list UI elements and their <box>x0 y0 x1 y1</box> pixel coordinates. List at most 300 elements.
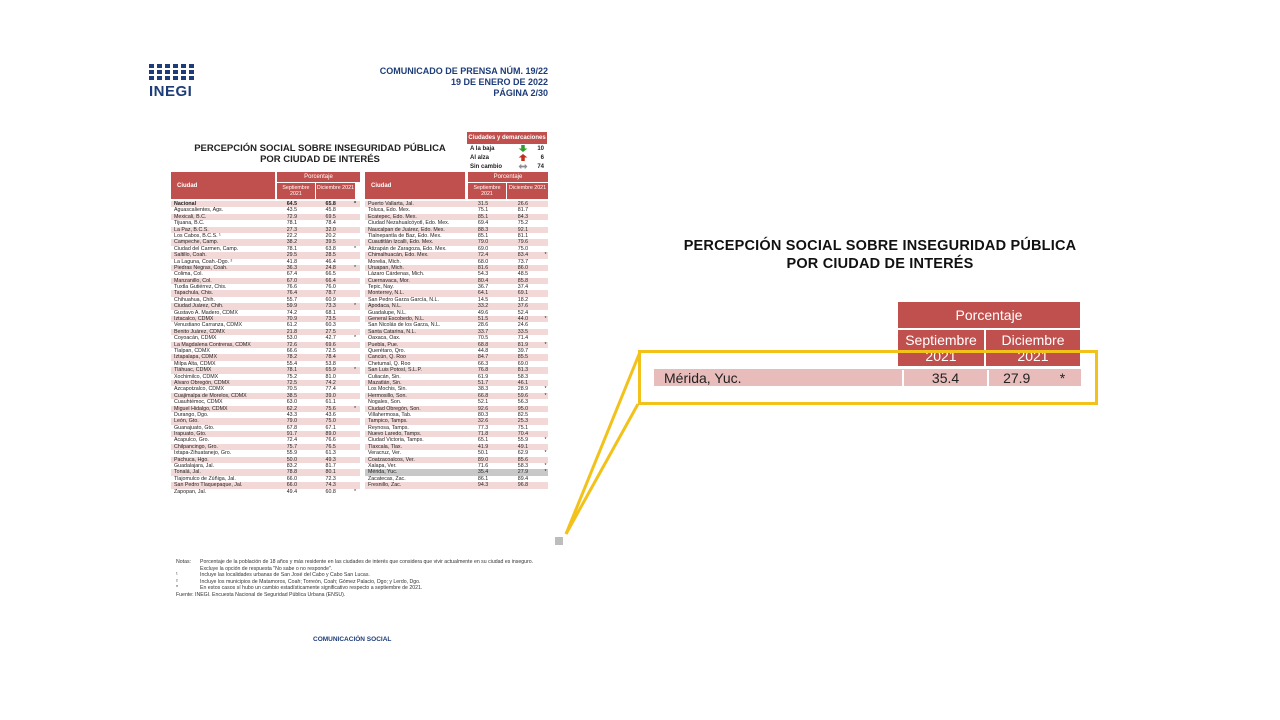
dic-value: 52.4 <box>517 309 529 316</box>
significance-mark: * <box>544 392 547 399</box>
sep-value: 64.1 <box>477 290 489 297</box>
dic-value: 37.6 <box>517 303 529 310</box>
dic-value: 81.1 <box>517 232 529 239</box>
significance-mark: * <box>544 386 547 393</box>
city-cell: Guadalupe, N.L. <box>368 309 407 316</box>
sep-value: 81.6 <box>477 264 489 271</box>
significance-mark: * <box>354 264 357 271</box>
sep-value: 78.1 <box>286 220 298 227</box>
dic-value: 32.0 <box>325 226 336 233</box>
city-cell: Villahermosa, Tab. <box>368 411 412 418</box>
city-cell: Oaxaca, Oax. <box>368 335 401 342</box>
city-cell: Toluca, Edo. Mex. <box>368 207 411 214</box>
sep-value: 88.3 <box>477 226 489 233</box>
dic-value: 73.3 <box>325 303 336 310</box>
sep-value: 66.6 <box>286 347 298 354</box>
sep-value: 65.1 <box>477 437 489 444</box>
dic-value: 86.0 <box>517 264 529 271</box>
city-cell: San Luis Potosí, S.L.P. <box>368 367 422 374</box>
city-cell: Tampico, Tamps. <box>368 418 408 425</box>
legend-label: Sin cambio <box>470 163 503 170</box>
sep-value: 66.3 <box>477 360 489 367</box>
sep-value: 29.5 <box>286 252 298 259</box>
dic-value: 81.7 <box>325 463 336 470</box>
sep-value: 22.2 <box>286 232 298 239</box>
significance-mark: * <box>544 450 547 457</box>
significance-mark: * <box>544 469 547 476</box>
sep-value: 78.2 <box>286 354 298 361</box>
significance-mark: * <box>354 303 357 310</box>
city-cell: Azcapotzalco, CDMX <box>174 386 225 393</box>
dic-value: 37.4 <box>517 284 529 291</box>
city-cell: Fresnillo, Zac. <box>368 482 402 489</box>
sep-value: 72.9 <box>286 213 298 220</box>
zoom-header-percent: Porcentaje <box>898 302 1080 330</box>
city-cell: Miguel Hidalgo, CDMX <box>174 405 228 412</box>
sep-value: 41.8 <box>286 258 298 265</box>
dic-value: 89.0 <box>325 431 336 438</box>
city-cell: Querétaro, Qro. <box>368 347 406 354</box>
note-text: Fuente: INEGI. Encuesta Nacional de Seguridad Pública Urbana (ENSU). <box>176 591 346 598</box>
city-cell: Chimalhuacán, Edo. Mex. <box>368 252 429 259</box>
sep-value: 76.6 <box>286 284 298 291</box>
city-cell: Acapulco, Gro. <box>174 437 210 444</box>
sep-value: 75.7 <box>286 443 298 450</box>
dic-value: 28.5 <box>325 252 336 259</box>
dic-value: 76.6 <box>325 437 336 444</box>
zoom-sep-year: 2021 <box>925 348 957 364</box>
city-cell: Xalapa, Ver. <box>368 463 397 470</box>
zoom-dic-month: Diciembre <box>1001 332 1065 348</box>
dic-value: 59.6 <box>517 392 529 399</box>
sep-value: 94.3 <box>477 482 489 489</box>
dic-value: 96.8 <box>517 482 529 489</box>
sep-value: 86.1 <box>477 475 489 482</box>
sep-value: 84.7 <box>477 354 489 361</box>
header-dic: Diciembre 2021 <box>506 183 548 199</box>
city-cell: Durango, Dgo. <box>174 411 209 418</box>
dic-value: 60.3 <box>325 322 336 329</box>
zoom-value-sep: 35.4 <box>902 370 988 386</box>
dic-value: 65.9 <box>325 367 336 374</box>
sep-value: 43.3 <box>286 411 298 418</box>
sep-value: 62.2 <box>286 405 298 412</box>
sep-value: 70.5 <box>286 386 298 393</box>
legend-label: Al alza <box>470 154 490 161</box>
note-key: Notas: <box>176 559 191 565</box>
sep-value: 38.5 <box>286 392 298 399</box>
city-cell: Cancún, Q. Roo <box>368 354 406 361</box>
sep-value: 68.8 <box>477 341 489 348</box>
city-cell: Piedras Negras, Coah. <box>174 264 228 271</box>
sep-value: 43.5 <box>286 207 298 214</box>
sep-value: 83.2 <box>286 463 298 470</box>
city-cell: Ecatepec, Edo. Mex. <box>368 213 417 220</box>
sep-value: 78.8 <box>286 469 298 476</box>
city-cell: Ciudad Juárez, Chih. <box>174 303 224 310</box>
dic-value: 82.5 <box>517 411 529 418</box>
legend-label: A la baja <box>470 145 495 152</box>
city-cell: Morelia, Mich. <box>368 258 401 265</box>
header-city: Ciudad <box>365 172 465 199</box>
sep-value: 66.0 <box>286 482 298 489</box>
city-cell: Campeche, Camp. <box>174 239 219 246</box>
sep-value: 55.4 <box>286 360 298 367</box>
city-cell: Tepic, Nay. <box>368 284 394 291</box>
dic-value: 39.5 <box>325 239 336 246</box>
dic-value: 95.0 <box>517 405 529 412</box>
sep-value: 70.9 <box>286 316 298 323</box>
significance-mark: * <box>354 367 357 374</box>
dic-value: 55.9 <box>517 437 529 444</box>
city-cell: Benito Juárez, CDMX <box>174 328 225 335</box>
dic-value: 76.5 <box>325 443 336 450</box>
sep-value: 33.2 <box>477 303 489 310</box>
zoom-title-line1: PERCEPCIÓN SOCIAL SOBRE INSEGURIDAD PÚBLICA <box>683 238 1077 254</box>
significance-mark: * <box>544 437 547 444</box>
sep-value: 76.4 <box>286 290 298 297</box>
note-text: Incluye las localidades urbanas de San José del Cabo y Cabo San Lucas. <box>200 572 370 579</box>
dic-value: 49.1 <box>517 443 529 450</box>
dic-value: 85.5 <box>517 354 529 361</box>
city-cell: San Nicolás de los Garza, N.L. <box>368 322 441 329</box>
sep-value: 91.7 <box>286 431 298 438</box>
city-cell: Guadalajara, Jal. <box>174 463 215 470</box>
significance-mark: * <box>354 245 357 252</box>
city-cell: Irapuato, Gto. <box>174 431 207 438</box>
sep-value: 77.3 <box>477 424 489 431</box>
city-cell: Puerto Vallarta, Jal. <box>368 201 414 207</box>
dic-value: 43.6 <box>325 411 336 418</box>
city-cell: Tláhuac, CDMX <box>174 367 212 374</box>
sep-value: 38.2 <box>286 239 298 246</box>
city-cell: Puebla, Pue. <box>368 341 399 348</box>
highlight-frame <box>638 350 1098 405</box>
sep-value: 70.5 <box>477 335 489 342</box>
dic-value: 75.2 <box>517 220 529 227</box>
sep-value: 14.5 <box>477 296 489 303</box>
dic-value: 39.0 <box>325 392 336 399</box>
sep-value: 72.5 <box>286 379 298 386</box>
dic-value: 70.4 <box>517 431 529 438</box>
city-cell: Aguascalientes, Ags. <box>174 207 224 214</box>
dic-value: 80.1 <box>325 469 336 476</box>
city-cell: Cuauhtémoc, CDMX <box>174 399 223 406</box>
dic-value: 44.0 <box>517 316 529 323</box>
sep-value: 41.9 <box>477 443 489 450</box>
sep-value: 92.6 <box>477 405 489 412</box>
sep-value: 32.6 <box>477 418 489 425</box>
dic-value: 75.1 <box>517 424 529 431</box>
city-cell: Santa Catarina, N.L. <box>368 328 416 335</box>
city-cell: Ciudad del Carmen, Camp. <box>174 245 239 252</box>
header-percent-label: Porcentaje <box>468 172 548 183</box>
dic-value: 85.8 <box>517 277 529 284</box>
legend-count: 74 <box>537 163 544 170</box>
dic-value: 48.5 <box>517 271 529 278</box>
city-cell: Chetumal, Q. Roo <box>368 360 411 367</box>
dic-value: 46.1 <box>517 379 529 386</box>
city-cell: Uruapan, Mich. <box>368 264 404 271</box>
dic-value: 72.3 <box>325 475 336 482</box>
sep-value: 55.9 <box>286 450 298 457</box>
significance-mark: * <box>354 201 357 207</box>
city-cell: Tonalá, Jal. <box>174 469 201 476</box>
dic-value: 27.5 <box>325 328 336 335</box>
header-dic: Diciembre 2021 <box>315 183 355 199</box>
sep-value: 52.1 <box>477 399 489 406</box>
note-key: ² <box>176 578 178 585</box>
press-number: COMUNICADO DE PRENSA NÚM. 19/22 <box>379 66 548 76</box>
city-cell: Venustiano Carranza, CDMX <box>174 322 243 329</box>
dic-value: 53.8 <box>325 360 336 367</box>
sep-value: 53.0 <box>286 335 298 342</box>
city-cell: Tapachula, Chis. <box>174 290 214 297</box>
note-text: En estos casos sí hubo un cambio estadísticamente significativo respecto a septiembre de 2021. <box>200 585 423 592</box>
dic-value: 58.3 <box>517 463 529 470</box>
sep-value: 80.3 <box>477 411 489 418</box>
city-cell: Culiacán, Sin. <box>368 373 401 380</box>
note-text: Incluye los municipios de Matamoros, Coah; Torreón, Coah; Gómez Palacio, Dgo; y Lerdo, Dgo. <box>200 578 421 585</box>
sep-value: 59.9 <box>286 303 298 310</box>
dic-value: 18.2 <box>517 296 529 303</box>
sep-value: 66.8 <box>477 392 489 399</box>
press-page: PÁGINA 2/30 <box>493 88 548 98</box>
dic-value: 24.6 <box>517 322 529 329</box>
sep-value: 50.1 <box>477 450 489 457</box>
significance-mark: * <box>544 463 547 470</box>
dic-value: 85.6 <box>517 456 529 463</box>
city-cell: Tlalpan, CDMX <box>174 347 210 354</box>
city-cell: Ciudad Nezahualcóyotl, Edo. Mex. <box>368 220 450 227</box>
dic-value: 27.9 <box>517 469 529 476</box>
dic-value: 61.1 <box>325 399 336 406</box>
dic-value: 67.1 <box>325 424 336 431</box>
header-sep: Septiembre 2021 <box>468 183 506 199</box>
significance-mark: * <box>354 335 357 342</box>
sep-value: 51.7 <box>477 379 489 386</box>
city-cell: Tijuana, B.C. <box>174 220 205 227</box>
sep-value: 36.7 <box>477 284 489 291</box>
city-cell: Chilpancingo, Gro. <box>174 443 218 450</box>
city-cell: Tlalnepantla de Baz, Edo. Mex. <box>368 232 442 239</box>
dic-value: 74.3 <box>325 482 336 489</box>
dic-value: 25.3 <box>517 418 529 425</box>
dic-value: 83.4 <box>517 252 529 259</box>
city-cell: Monterrey, N.L. <box>368 290 405 297</box>
header-sep: Septiembre 2021 <box>277 183 315 199</box>
city-cell: Coatzacoalcos, Ver. <box>368 456 415 463</box>
dic-value: 78.4 <box>325 354 336 361</box>
city-cell: Coyoacán, CDMX <box>174 335 217 342</box>
logo-text: INEGI <box>149 83 193 100</box>
dic-value: 72.5 <box>325 347 336 354</box>
city-cell: Hermosillo, Son. <box>368 392 407 399</box>
sep-value: 85.1 <box>477 232 489 239</box>
city-cell: Cuautitlán Izcalli, Edo. Mex. <box>368 239 434 246</box>
city-cell: Iztapalapa, CDMX <box>174 354 217 361</box>
dic-value: 75.0 <box>325 418 336 425</box>
zoom-sep-month: Septiembre <box>905 332 977 348</box>
sep-value: 78.1 <box>286 367 298 374</box>
dic-value: 65.8 <box>325 201 336 207</box>
sep-value: 35.4 <box>477 469 489 476</box>
sep-value: 61.9 <box>477 373 489 380</box>
city-cell: Veracruz, Ver. <box>368 450 401 457</box>
dic-value: 75.6 <box>325 405 336 412</box>
sep-value: 27.3 <box>286 226 298 233</box>
dic-value: 66.5 <box>325 271 336 278</box>
zoom-dic-year: 2021 <box>1017 348 1049 364</box>
document-title-line1: PERCEPCIÓN SOCIAL SOBRE INSEGURIDAD PÚBLICA <box>194 143 446 154</box>
dic-value: 68.1 <box>325 309 336 316</box>
city-cell: Gustavo A. Madero, CDMX <box>174 309 238 316</box>
sep-value: 72.4 <box>477 252 489 259</box>
sep-value: 85.1 <box>477 213 489 220</box>
city-cell: Tlajomulco de Zúñiga, Jal. <box>174 475 236 482</box>
significance-mark: * <box>544 341 547 348</box>
dic-value: 62.9 <box>517 450 529 457</box>
dic-value: 69.6 <box>325 341 336 348</box>
city-cell: Guanajuato, Gto. <box>174 424 215 431</box>
dic-value: 69.0 <box>517 360 529 367</box>
dic-value: 63.8 <box>325 245 336 252</box>
dic-value: 33.5 <box>517 328 529 335</box>
sep-value: 51.5 <box>477 316 489 323</box>
dic-value: 84.3 <box>517 213 529 220</box>
dic-value: 89.4 <box>517 475 529 482</box>
city-cell: Los Cabos, B.C.S. ¹ <box>174 232 221 239</box>
sep-value: 66.0 <box>286 475 298 482</box>
significance-mark: * <box>354 405 357 412</box>
sep-value: 71.8 <box>477 431 489 438</box>
sep-value: 69.4 <box>477 220 489 227</box>
city-cell: Chihuahua, Chih. <box>174 296 215 303</box>
footer: COMUNICACIÓN SOCIAL <box>313 636 392 643</box>
sep-value: 79.0 <box>286 418 298 425</box>
sep-value: 68.0 <box>477 258 489 265</box>
legend-count: 6 <box>540 154 544 161</box>
sep-value: 44.8 <box>477 347 489 354</box>
dic-value: 75.0 <box>517 245 529 252</box>
sep-value: 49.4 <box>286 488 298 495</box>
sep-value: 74.2 <box>286 309 298 316</box>
sep-value: 72.6 <box>286 341 298 348</box>
city-cell: Apodaca, N.L. <box>368 303 402 310</box>
press-date: 19 DE ENERO DE 2022 <box>450 77 548 87</box>
dic-value: 60.9 <box>325 296 336 303</box>
city-cell: Zapopan, Jal. <box>174 488 207 495</box>
city-cell: Ixtapa-Zihuatanejo, Gro. <box>174 450 232 457</box>
sep-value: 64.5 <box>286 201 298 207</box>
sep-value: 31.5 <box>477 201 489 207</box>
sep-value: 69.0 <box>477 245 489 252</box>
legend-count: 10 <box>537 145 544 152</box>
zoom-title-line2: POR CIUDAD DE INTERÉS <box>786 256 974 272</box>
sep-value: 89.0 <box>477 456 489 463</box>
city-cell: Mazatlán, Sin. <box>368 379 402 386</box>
city-cell: Manzanillo, Col. <box>174 277 212 284</box>
sep-value: 33.7 <box>477 328 489 335</box>
sep-value: 21.8 <box>286 328 298 335</box>
city-cell: San Pedro Garza García, N.L. <box>368 296 439 303</box>
note-key: * <box>176 585 179 592</box>
sep-value: 72.4 <box>286 437 298 444</box>
city-cell: León, Gto. <box>174 418 199 425</box>
sep-value: 80.4 <box>477 277 489 284</box>
city-cell: Nuevo Laredo, Tamps. <box>368 431 422 438</box>
city-cell: Lázaro Cárdenas, Mich. <box>368 271 425 278</box>
document-title-line2: POR CIUDAD DE INTERÉS <box>260 154 380 165</box>
dic-value: 49.3 <box>325 456 336 463</box>
sep-value: 67.8 <box>286 424 298 431</box>
city-cell: Saltillo, Coah. <box>174 252 207 259</box>
significance-mark: * <box>544 252 547 259</box>
city-cell: Álvaro Obregón, CDMX <box>174 379 230 386</box>
sep-value: 49.6 <box>477 309 489 316</box>
city-cell: San Pedro Tlaquepaque, Jal. <box>174 482 243 489</box>
dic-value: 69.1 <box>517 290 529 297</box>
dic-value: 81.3 <box>517 367 529 374</box>
zoom-significance-mark: * <box>1059 369 1066 386</box>
city-cell: Cuernavaca, Mor. <box>368 277 410 284</box>
sep-value: 78.1 <box>286 245 298 252</box>
sep-value: 61.2 <box>286 322 298 329</box>
sep-value: 79.0 <box>477 239 489 246</box>
dic-value: 26.6 <box>517 201 529 207</box>
dic-value: 39.7 <box>517 347 529 354</box>
dic-value: 71.4 <box>517 335 529 342</box>
dic-value: 42.7 <box>325 335 336 342</box>
sep-value: 38.3 <box>477 386 489 393</box>
city-cell: Los Mochis, Sin. <box>368 386 407 393</box>
zoom-city: Mérida, Yuc. <box>664 369 742 386</box>
city-cell: Colima, Col. <box>174 271 203 278</box>
dic-value: 66.4 <box>325 277 336 284</box>
sep-value: 67.4 <box>286 271 298 278</box>
dic-value: 79.6 <box>517 239 529 246</box>
dic-value: 81.9 <box>517 341 529 348</box>
dic-value: 73.7 <box>517 258 529 265</box>
sep-value: 76.8 <box>477 367 489 374</box>
city-cell: Tuxtla Gutiérrez, Chis. <box>174 284 227 291</box>
city-cell: Cuajimalpa de Morelos, CDMX <box>174 392 247 399</box>
city-cell: Milpa Alta, CDMX <box>174 360 216 367</box>
dic-value: 20.2 <box>325 232 336 239</box>
city-cell: General Escobedo, N.L. <box>368 316 425 323</box>
dic-value: 81.0 <box>325 373 336 380</box>
dic-value: 56.3 <box>517 399 529 406</box>
sep-value: 36.3 <box>286 264 298 271</box>
sep-value: 54.3 <box>477 271 489 278</box>
city-cell: Mérida, Yuc. <box>368 469 398 476</box>
city-cell: Mexicali, B.C. <box>174 213 207 220</box>
dic-value: 45.8 <box>325 207 336 214</box>
dic-value: 78.4 <box>325 220 336 227</box>
note-key: ¹ <box>176 572 178 579</box>
dic-value: 46.4 <box>325 258 336 265</box>
city-cell: La Laguna, Coah.-Dgo. ² <box>174 258 233 265</box>
city-cell: Naucalpan de Juárez, Edo. Mex. <box>368 226 445 233</box>
city-cell: Tlaxcala, Tlax. <box>368 443 403 450</box>
sep-value: 71.6 <box>477 463 489 470</box>
sep-value: 50.0 <box>286 456 298 463</box>
dic-value: 78.7 <box>325 290 336 297</box>
dic-value: 28.9 <box>517 386 529 393</box>
sep-value: 67.0 <box>286 277 298 284</box>
city-cell: Nacional <box>174 201 197 207</box>
sep-value: 63.0 <box>286 399 298 406</box>
